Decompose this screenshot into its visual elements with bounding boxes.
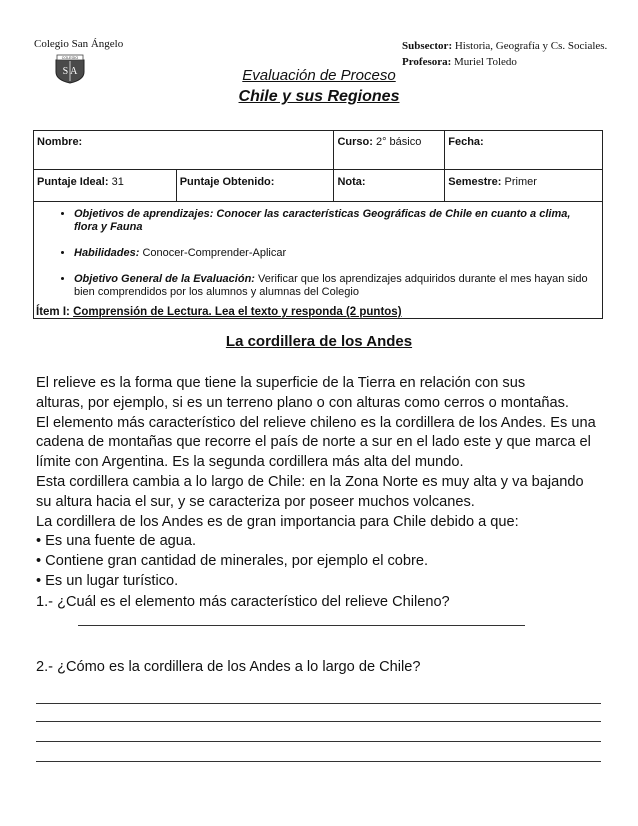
question-2: 2.- ¿Cómo es la cordillera de los Andes a lo largo de Chile? xyxy=(36,659,421,675)
reading-line: cadena de montañas que recorre el país de norte a sur en el lado este y que marca el xyxy=(36,434,591,451)
reading-line: La cordillera de los Andes es de gran importancia para Chile debido a que: xyxy=(36,513,519,530)
logo-top-text: COLEGIO xyxy=(61,56,79,60)
habilidades-item: • Habilidades: Conocer-Comprender-Aplicar xyxy=(74,247,594,260)
answer-line-1[interactable] xyxy=(78,625,525,626)
objetivos-item: • Objetivos de aprendizajes: Conocer las características Geográficas de Chile en cuanto a clima, flora y Fauna xyxy=(74,208,594,234)
nota-cell[interactable]: Nota: xyxy=(334,170,445,202)
answer-line-2d[interactable] xyxy=(36,761,601,762)
reading-line: límite con Argentina. Es la segunda cordillera más alta del mundo. xyxy=(36,454,464,471)
reading-line: Esta cordillera cambia a lo largo de Chile: en la Zona Norte es muy alta y va bajando xyxy=(36,473,584,490)
reading-line: alturas, por ejemplo, si es un terreno plano o con alturas como cerros o montañas. xyxy=(36,394,569,411)
logo-letters: S A xyxy=(62,66,78,77)
reading-line: El relieve es la forma que tiene la superficie de la Tierra en relación con sus xyxy=(36,375,526,391)
subsector-label: Subsector: xyxy=(402,40,453,52)
subsector-value: Historia, Geografía y Cs. Sociales. xyxy=(454,40,608,52)
reading-bullet: • Es una fuente de agua. xyxy=(36,533,197,550)
fecha-cell[interactable]: Fecha: xyxy=(445,131,603,170)
reading-title: La cordillera de los Andes xyxy=(225,333,413,350)
objectives-cell xyxy=(34,202,603,319)
reading-line: El elemento más característico del relieve chileno es la cordillera de los Andes. Es una xyxy=(36,414,596,431)
answer-line-2b[interactable] xyxy=(36,721,601,722)
answer-line-2c[interactable] xyxy=(36,741,601,742)
school-name: Colegio San Ángelo xyxy=(34,38,124,50)
course-info xyxy=(402,38,607,70)
question-1: 1.- ¿Cuál es el elemento más característico del relieve Chileno? xyxy=(36,594,450,610)
profesora-label: Profesora: xyxy=(402,56,452,68)
puntaje-ideal-cell: Puntaje Ideal: 31 xyxy=(34,170,177,202)
evaluation-subtitle: Chile y sus Regiones xyxy=(238,88,400,105)
student-info-table xyxy=(33,130,603,319)
profesora-value: Muriel Toledo xyxy=(454,56,517,68)
objetivo-general-item: • Objetivo General de la Evaluación: Verificar que los aprendizajes adquiridos durante el mes hayan sido bien comprendidos por los alumnos y alumnas del Colegio xyxy=(74,273,594,299)
reading-line: su altura hacia el sur, y se caracteriza por poseer muchos volcanes. xyxy=(36,493,475,510)
answer-line-2a[interactable] xyxy=(36,703,601,704)
puntaje-obtenido-cell[interactable]: Puntaje Obtenido: xyxy=(176,170,334,202)
curso-cell: Curso: 2° básico xyxy=(334,131,445,170)
semestre-cell: Semestre: Primer xyxy=(445,170,603,202)
reading-text xyxy=(36,374,606,592)
reading-bullet: • Contiene gran cantidad de minerales, por ejemplo el cobre. xyxy=(36,553,429,570)
item-heading: Ítem I: Comprensión de Lectura. Lea el texto y responda (2 puntos) xyxy=(36,306,402,318)
nombre-cell[interactable]: Nombre: xyxy=(34,131,334,170)
reading-bullet: • Es un lugar turístico. xyxy=(36,572,179,589)
evaluation-title: Evaluación de Proceso xyxy=(242,67,396,84)
